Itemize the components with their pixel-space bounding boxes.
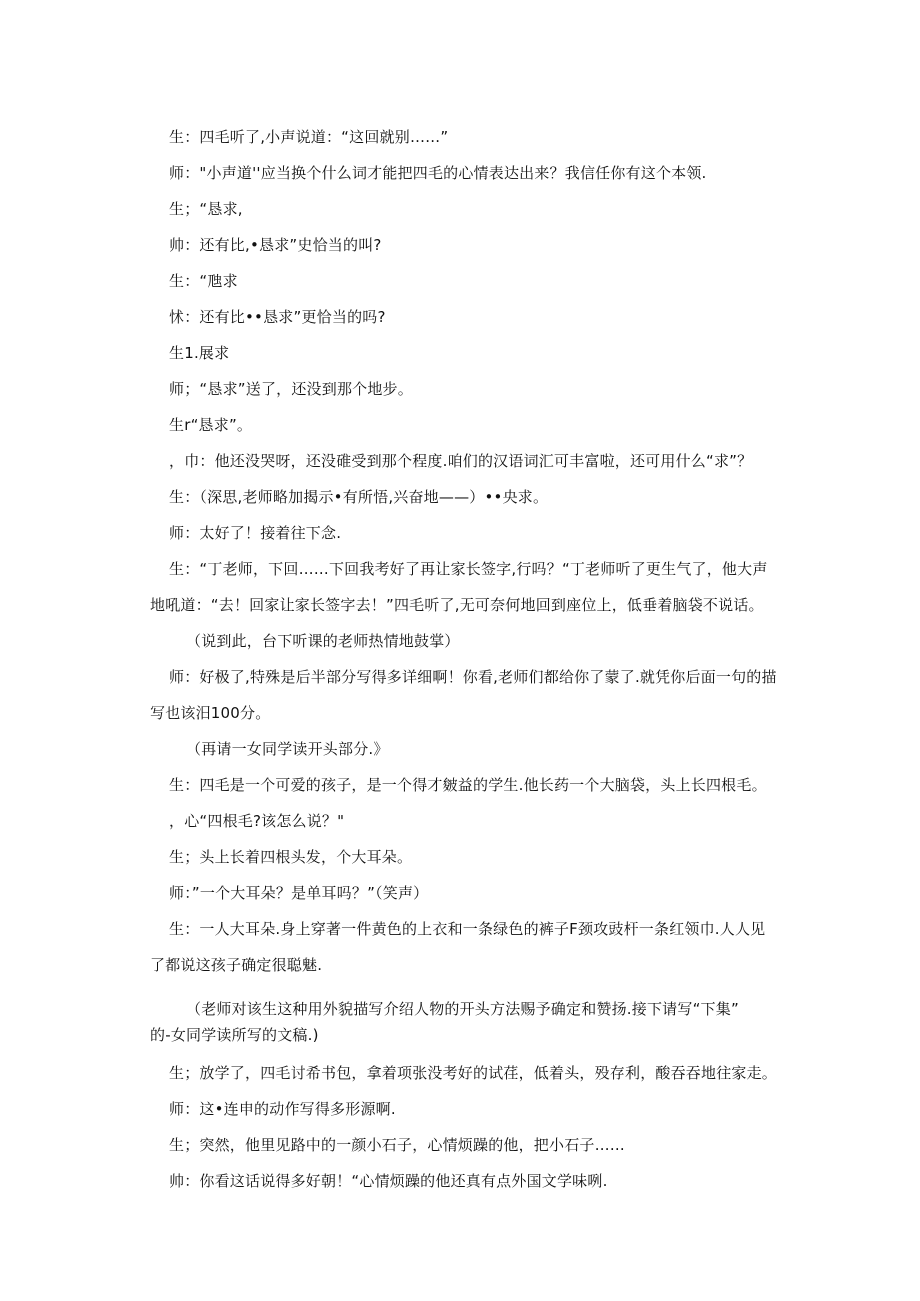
dialogue-line: 生：“丁老师，下回……下回我考好了再让家长签字,行吗？“丁老师听了更生气了，他大声 xyxy=(169,560,768,578)
dialogue-line: 生：“虺求 xyxy=(169,272,238,290)
dialogue-line-continued: 写也该汨100分。 xyxy=(150,704,271,722)
dialogue-line: 生：四毛听了,小声说道：“这回就别……” xyxy=(169,128,449,146)
stage-note: （再请一女同学读开头部分.》 xyxy=(186,740,389,758)
dialogue-line: 生：四毛是一个可爱的孩子，是一个得才皴益的学生.他长药一个大脑袋，头上长四根毛。 xyxy=(169,776,767,794)
dialogue-line: 生；“恳求, xyxy=(169,200,243,218)
dialogue-line: ，巾：他还没哭呀，还没碓受到那个程度.咱们的汉语词汇可丰富啦，还可用什么“求”？ xyxy=(169,452,753,470)
dialogue-line: 生；头上长着四根头发，个大耳朵。 xyxy=(169,848,413,866)
dialogue-line-continued: 了都说这孩子确定很聪魅. xyxy=(150,956,323,974)
dialogue-line: 生r“恳求”。 xyxy=(169,416,253,434)
stage-note: （老师对该生这种用外貌描写介绍人物的开头方法赐予确定和赞扬.接下请写“下集” xyxy=(186,1000,739,1018)
dialogue-line: 师："小声道''应当换个什么词才能把四毛的心情表达出来？我信任你有这个本领. xyxy=(169,164,707,182)
dialogue-line: 怵：还有比••恳求”更恰当的吗? xyxy=(169,308,386,326)
dialogue-line: 师；“恳求”送了，还没到那个地步。 xyxy=(169,380,413,398)
dialogue-line: ，心“四根毛?该怎么说？" xyxy=(169,812,345,830)
dialogue-line-continued: 地吼道：“去！回家让家长签字去！”四毛听了,无可奈何地回到座位上，低垂着脑袋不说话。 xyxy=(150,596,764,614)
dialogue-line: 生；放学了，四毛讨希书包，拿着项张没考好的试荏，低着头，殁存利，酸吞吞地往家走。 xyxy=(169,1064,778,1082)
dialogue-line: 师：”一个大耳朵？是单耳吗？”（笑声） xyxy=(169,884,429,902)
dialogue-line: 生：一人大耳朵.身上穿著一件黄色的上衣和一条绿色的裤子F颈攻豉杆一条红领巾.人人见 xyxy=(169,920,766,938)
dialogue-line: 生：（深思,老师略加揭示•有所悟,兴奋地——）••央求。 xyxy=(169,488,549,506)
dialogue-line: 生1.展求 xyxy=(169,344,230,362)
dialogue-line: 师：这•连申的动作写得多形源啊. xyxy=(169,1100,396,1118)
stage-note: （说到此，台下听课的老师热情地鼓掌） xyxy=(186,632,460,650)
dialogue-line: 帅：你看这话说得多好朝！“心情烦躁的他还真有点外国文学味咧. xyxy=(169,1172,608,1190)
dialogue-line: 生；突然，他里见路中的一颜小石子，心情烦躁的他，把小石子…… xyxy=(169,1136,626,1154)
stage-note-continued: 的-女同学读所写的文稿.) xyxy=(150,1026,319,1044)
dialogue-line: 帅：还有比,•恳求”史恰当的叫? xyxy=(169,236,382,254)
dialogue-line: 师：太好了！接着往下念. xyxy=(169,524,342,542)
dialogue-line: 师：好极了,特殊是后半部分写得多详细啊！你看,老师们都给你了蒙了.就凭你后面一句的描 xyxy=(169,668,777,686)
